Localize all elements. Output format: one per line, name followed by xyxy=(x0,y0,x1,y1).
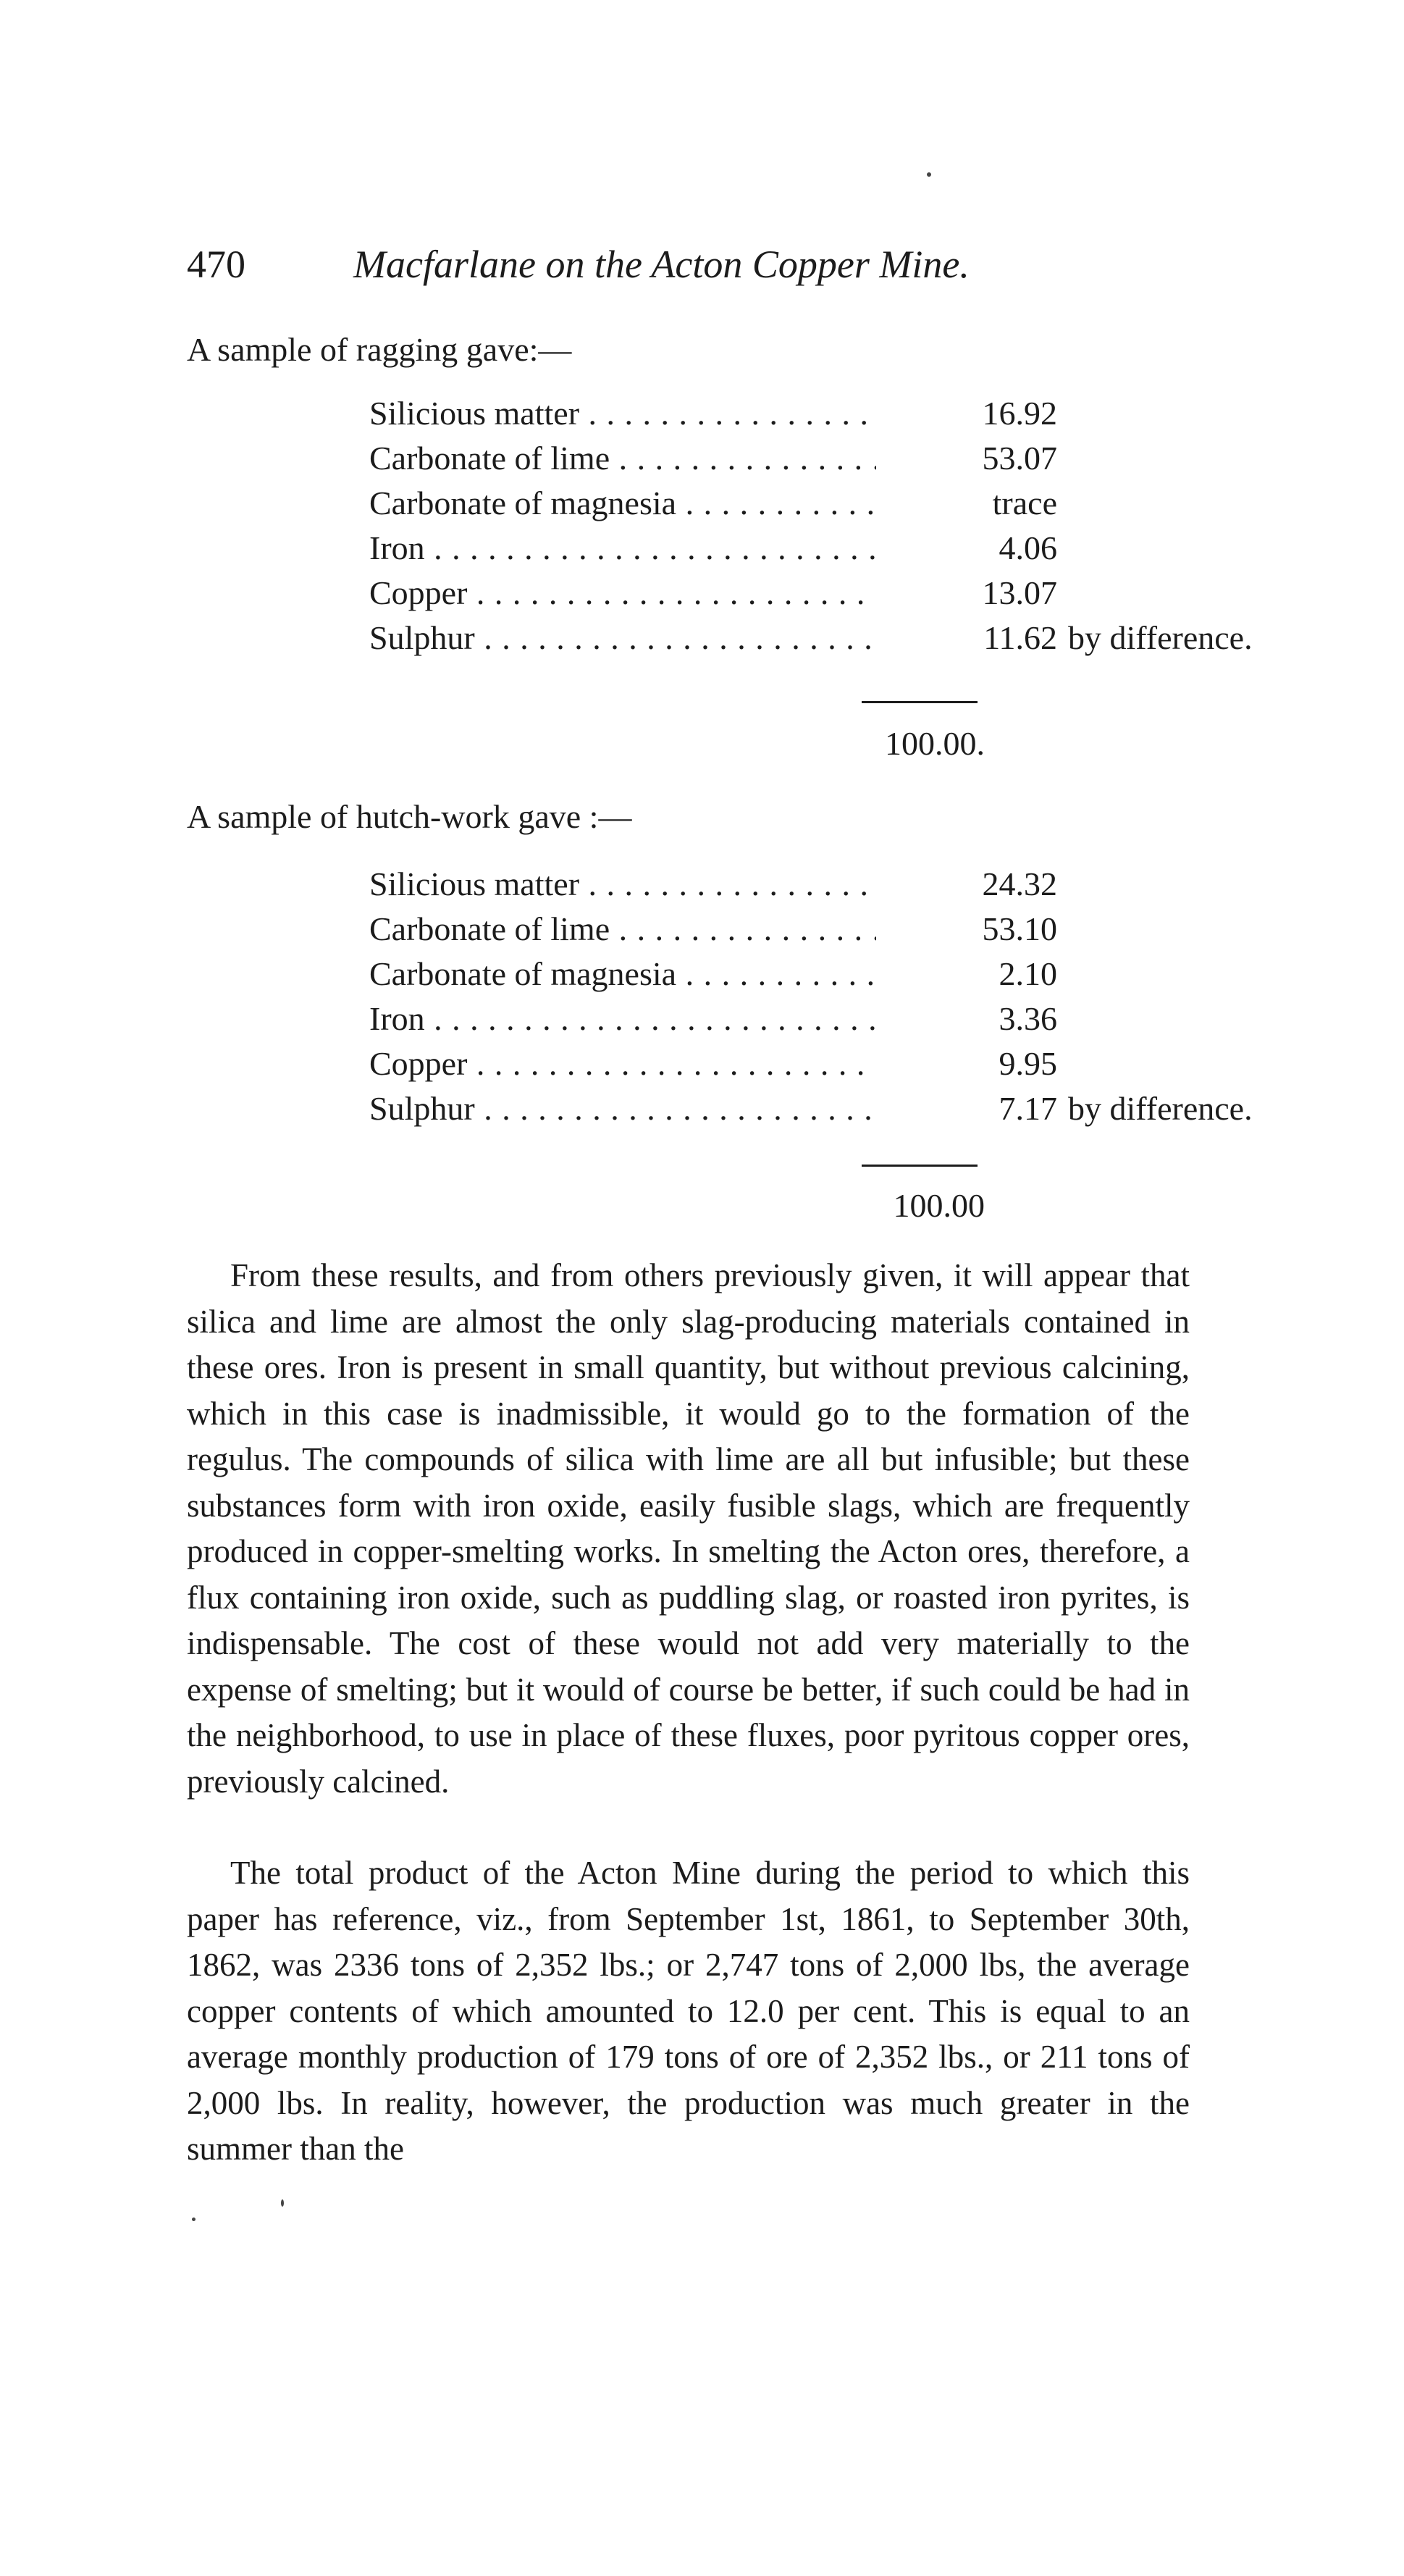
table-row xyxy=(369,997,1238,1041)
row-note: by difference. xyxy=(1068,1090,1253,1127)
table-row xyxy=(369,571,1238,616)
row-value: 4.06 xyxy=(999,529,1057,566)
ink-speck xyxy=(281,2199,284,2207)
table-row xyxy=(369,1086,1253,1131)
row-label: Carbonate of lime . . . xyxy=(369,907,876,952)
hutch-intro: A sample of hutch-work gave :— xyxy=(187,798,632,835)
table-row xyxy=(369,952,1238,997)
ragging-total: 100.00. xyxy=(885,725,985,762)
row-label: Copper . . . xyxy=(369,1041,876,1086)
body-paragraph: The total product of the Acton Mine during the period to which this paper has reference, viz., from September 1st, 1861, to September 30th, 1862, was 2336 tons of 2,352 lbs.; or 2,747 tons of 2,000 lbs, the average copper contents of which amounted to 12.0 per cent. This is equal to an average monthly production of 179 tons of ore of 2,352 lbs., or 211 tons of 2,000 lbs. In reality, however, the production was much greater in the summer than the xyxy=(187,1855,1190,2167)
table-row xyxy=(369,526,1238,571)
row-value: trace xyxy=(992,484,1057,521)
row-note: by difference. xyxy=(1068,619,1253,656)
row-value: 9.95 xyxy=(999,1045,1057,1082)
row-label: Silicious matter . . . xyxy=(369,862,876,907)
row-value: 3.36 xyxy=(999,1000,1057,1037)
row-label: Iron . . . xyxy=(369,997,876,1041)
row-label: Sulphur . . . xyxy=(369,1086,876,1131)
table-row xyxy=(369,391,1238,436)
row-label: Iron . . . xyxy=(369,526,876,571)
row-label: Carbonate of lime . . . xyxy=(369,436,876,481)
ragging-intro: A sample of ragging gave:— xyxy=(187,331,572,368)
row-value: 53.10 xyxy=(982,910,1057,947)
ink-speck xyxy=(927,172,931,177)
table-row xyxy=(369,907,1238,952)
row-value: 2.10 xyxy=(999,955,1057,992)
row-label: Silicious matter . . . xyxy=(369,391,876,436)
table-row xyxy=(369,436,1238,481)
row-label: Sulphur . . . xyxy=(369,616,876,660)
table-row xyxy=(369,862,1238,907)
ink-speck xyxy=(192,2218,196,2221)
ragging-table xyxy=(369,391,1253,660)
sum-rule xyxy=(862,701,978,703)
row-value: 7.17 xyxy=(999,1090,1057,1127)
row-label: Carbonate of magnesia . . . xyxy=(369,481,876,526)
row-label: Copper . . . xyxy=(369,571,876,616)
row-value: 53.07 xyxy=(982,440,1057,477)
sum-rule xyxy=(862,1165,978,1167)
hutch-total: 100.00 xyxy=(893,1187,985,1224)
row-value: 13.07 xyxy=(982,574,1057,611)
page-header xyxy=(187,242,1201,293)
page-number: 470 xyxy=(187,243,245,286)
row-value: 16.92 xyxy=(982,395,1057,432)
table-row xyxy=(369,481,1238,526)
table-row xyxy=(369,616,1253,660)
hutch-table xyxy=(369,862,1253,1131)
table-row xyxy=(369,1041,1238,1086)
running-title: Macfarlane on the Acton Copper Mine. xyxy=(353,243,970,286)
row-value: 24.32 xyxy=(982,865,1057,902)
row-label: Carbonate of magnesia . . . xyxy=(369,952,876,997)
body-paragraph: From these results, and from others previously given, it will appear that silica and lime are almost the only slag-producing materials contained in these ores. Iron is present in small quantity, but without previous calcining, which in this case is inadmissible, it would go to the formation of the regulus. The compounds of silica with lime are all but infusible; but these substances form with iron oxide, easily fusible slags, which are frequently produced in copper-smelting works. In smelting the Acton ores, therefore, a flux containing iron oxide, such as puddling slag, or roasted iron pyrites, is indispensable. The cost of these would not add very materially to the expense of smelting; but it would of course be better, if such could be had in the neighborhood, to use in place of these fluxes, poor pyritous copper ores, previously calcined. xyxy=(187,1257,1190,1800)
row-value: 11.62 xyxy=(983,619,1057,656)
